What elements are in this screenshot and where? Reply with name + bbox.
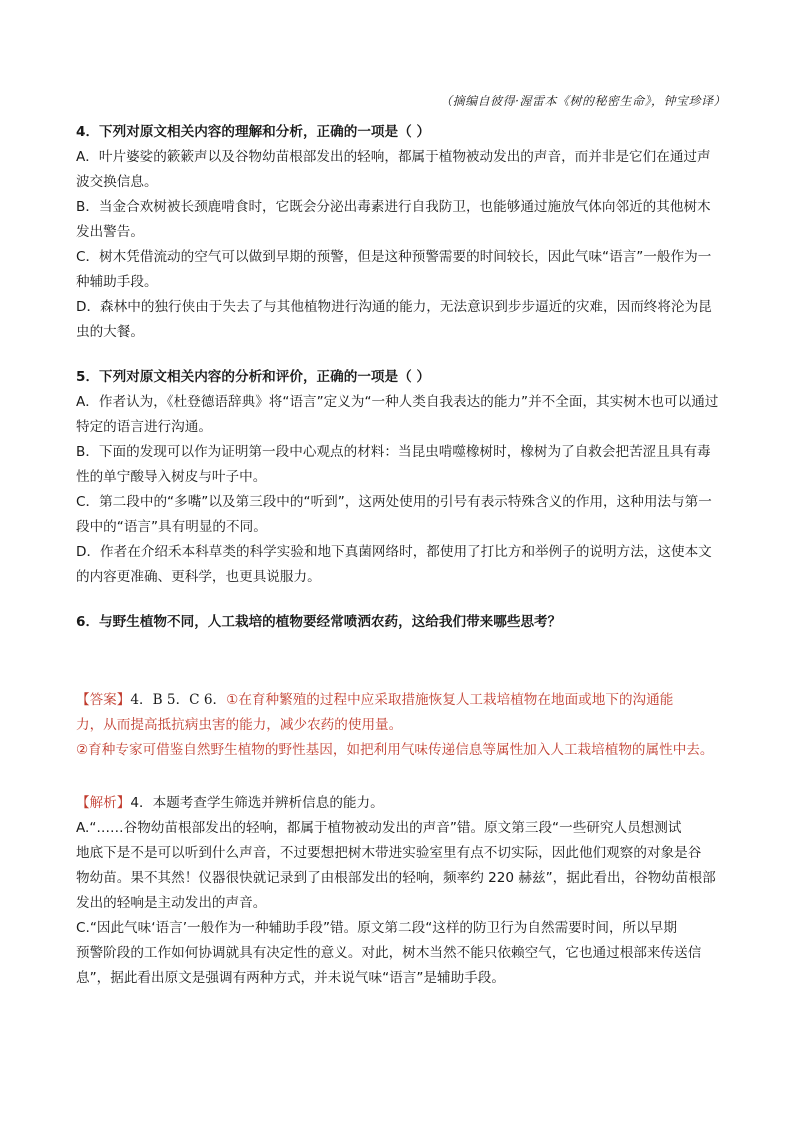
question-4-stem: 4．下列对原文相关内容的理解和分析，正确的一项是（ ）: [76, 124, 431, 140]
analysis-label: 【解析】: [76, 795, 131, 811]
question-6: [76, 610, 726, 635]
q5-option-c-line2: 段中的“语言”具有明显的不同。: [76, 519, 267, 535]
q5-option-d-line1: D．作者在介绍禾本科草类的科学实验和地下真菌网络时，都使用了打比方和举例子的说明方法，这使本文: [76, 544, 712, 560]
analysis-section: [76, 791, 726, 991]
answer-choices: 4．B 5．C 6．: [130, 692, 227, 708]
analysis-a-line-4: 发出的轻响是主动发出的声音。: [76, 895, 267, 911]
answer-6-line-3: ②育种专家可借鉴自然野生植物的野性基因，如把利用气味传递信息等属性加入人工栽培植物的属性中去。: [76, 742, 714, 758]
answer-6-line-2: 力，从而提高抵抗病虫害的能力，减少农药的使用量。: [76, 717, 403, 733]
q4-option-d-line1: D．森林中的独行侠由于失去了与其他植物进行沟通的能力，无法意识到步步逼近的灾难，因而终将沦为昆: [76, 299, 712, 315]
q4-option-a-line1: A．叶片婆娑的簌簌声以及谷物幼苗根部发出的轻响，都属于植物被动发出的声音，而并非是它们在通过声: [76, 149, 711, 165]
q4-option-c-line1: C．树木凭借流动的空气可以做到早期的预警，但是这种预警需要的时间较长，因此气味“语言”一般作为一: [76, 249, 712, 265]
answer-label: 【答案】: [76, 692, 131, 708]
q4-option-a-line2: 波交换信息。: [76, 174, 158, 190]
q4-option-d-line2: 虫的大餐。: [76, 324, 144, 340]
analysis-intro-line: [76, 791, 726, 816]
analysis-c-line-3: 息”，据此看出原文是强调有两种方式，并未说气味“语言”是辅助手段。: [76, 970, 505, 986]
answer-section: [76, 688, 726, 763]
q5-option-b-line2: 性的单宁酸导入树皮与叶子中。: [76, 469, 267, 485]
source-citation: （摘编自彼得·渥雷本《树的秘密生命》，钟宝珍译）: [440, 94, 726, 108]
q5-option-a-line2: 特定的语言进行沟通。: [76, 419, 212, 435]
analysis-intro: 4．本题考查学生筛选并辨析信息的能力。: [130, 795, 384, 811]
q4-option-c-line2: 种辅助手段。: [76, 274, 158, 290]
q4-option-b-line1: B．当金合欢树被长颈鹿啃食时，它既会分泌出毒素进行自我防卫，也能够通过施放气体向邻近的其他树木: [76, 199, 711, 215]
q5-option-a-line1: A．作者认为，《杜登德语辞典》将“语言”定义为“一种人类自我表达的能力”并不全面，其实树木也可以通过: [76, 394, 719, 410]
question-5: [76, 365, 726, 590]
q5-option-c-line1: C．第二段中的“多嘴”以及第三段中的“听到”，这两处使用的引号有表示特殊含义的作用，这种用法与第一: [76, 494, 712, 510]
question-4: [76, 120, 726, 345]
question-6-stem: 6．与野生植物不同，人工栽培的植物要经常喷洒农药，这给我们带来哪些思考？: [76, 614, 562, 630]
q5-option-b-line1: B．下面的发现可以作为证明第一段中心观点的材料：当昆虫啃噬橡树时，橡树为了自救会把苦涩且具有毒: [76, 444, 711, 460]
answer-6-line-1: ①在育种繁殖的过程中应采取措施恢复人工栽培植物在地面或地下的沟通能: [226, 692, 674, 708]
analysis-c-line-2: 预警阶段的工作如何协调就具有决定性的意义。对此，树木当然不能只依赖空气，它也通过根部来传送信: [76, 945, 702, 961]
answer-line-1: [76, 688, 726, 713]
analysis-c-line-1: C.“因此气味‘语言’一般作为一种辅助手段”错。原文第二段“这样的防卫行为自然需要时间，所以早期: [76, 920, 677, 936]
analysis-a-line-2: 地底下是不是可以听到什么声音，不过要想把树木带进实验室里有点不切实际，因此他们观察的对象是谷: [76, 845, 702, 861]
q4-option-b-line2: 发出警告。: [76, 224, 144, 240]
analysis-a-line-3: 物幼苗。果不其然！仪器很快就记录到了由根部发出的轻响，频率约 220 赫兹”，据此看出，谷物幼苗根部: [76, 870, 716, 886]
analysis-a-line-1: A.“……谷物幼苗根部发出的轻响，都属于植物被动发出的声音”错。原文第三段“一些研究人员想测试: [76, 820, 682, 836]
q5-option-d-line2: 的内容更准确、更科学，也更具说服力。: [76, 569, 321, 585]
question-5-stem: 5．下列对原文相关内容的分析和评价，正确的一项是（ ）: [76, 369, 431, 385]
